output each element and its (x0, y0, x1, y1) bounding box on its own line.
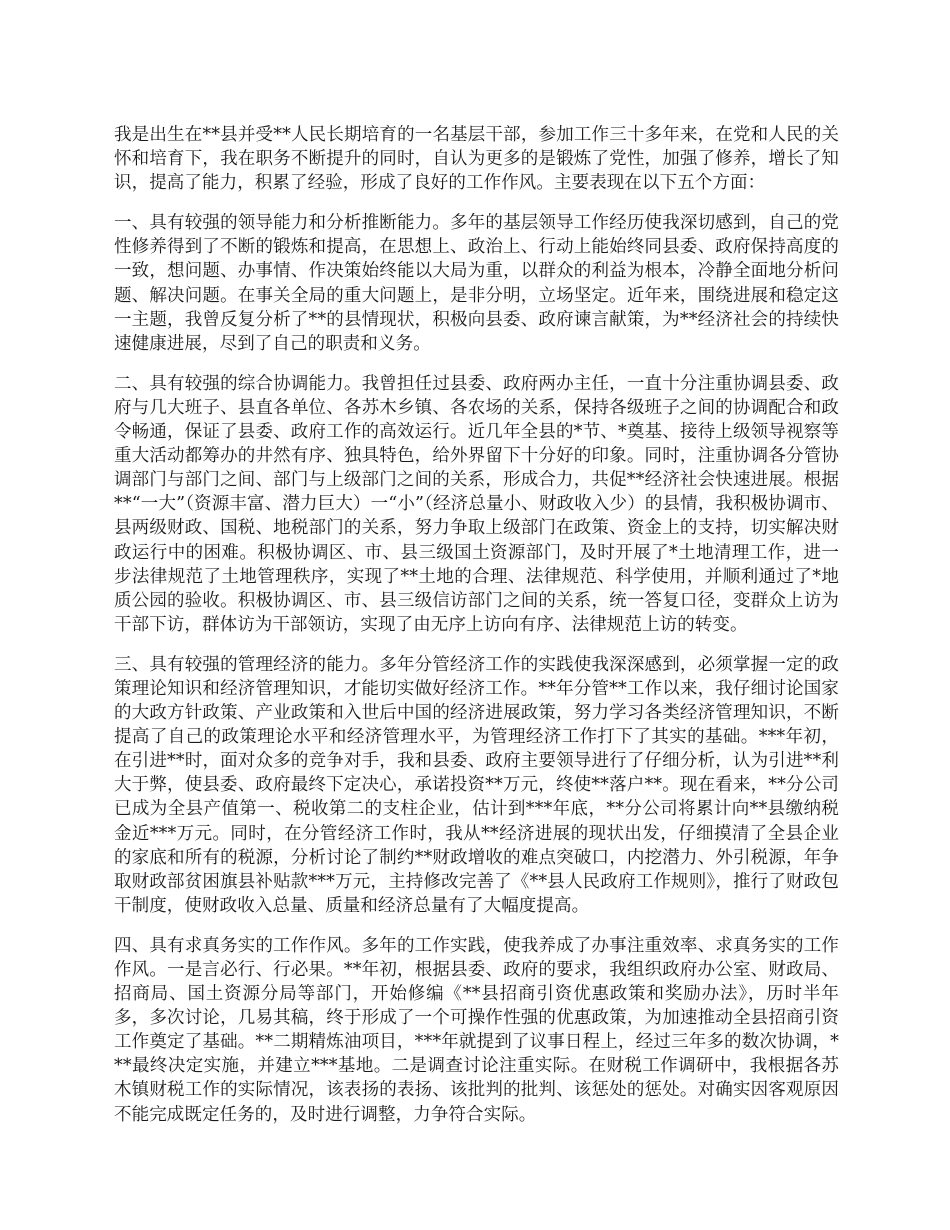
section-four-paragraph: 四、具有求真务实的工作作风。多年的工作实践，使我养成了办事注重效率、求真务实的工作作风。一是言必行、行必果。**年初，根据县委、政府的要求，我组织政府办公室、财政局、招商局、国土资源分局等部门，开始修编《**县招商引资优惠政策和奖励办法》，历时半年多，多次讨论，几易其稿，终于形成了一个可操作性强的优惠政策，为加速推动全县招商引资工作奠定了基础。**二期精炼油项目，***年就提到了议事日程上，经过三年多的数次协调，***最终决定实施，并建立***基地。二是调查讨论注重实际。在财税工作调研中，我根据各苏木镇财税工作的实际情况，该表扬的表扬、该批判的批判、该惩处的惩处。对确实因客观原因不能完成既定任务的，及时进行调整，力争符合实际。 (114, 935, 839, 1125)
document-body (114, 123, 839, 1143)
section-one-paragraph: 一、具有较强的领导能力和分析推断能力。多年的基层领导工作经历使我深切感到，自己的党性修养得到了不断的锻炼和提高，在思想上、政治上、行动上能始终同县委、政府保持高度的一致，想问题、办事情、作决策始终能以大局为重，以群众的利益为根本，冷静全面地分析问题、解决问题。在事关全局的重大问题上，是非分明，立场坚定。近年来，围绕进展和稳定这一主题，我曾反复分析了**的县情现状，积极向县委、政府谏言献策，为**经济社会的持续快速健康进展，尽到了自己的职责和义务。 (114, 213, 839, 354)
intro-paragraph: 我是出生在**县并受**人民长期培育的一名基层干部，参加工作三十多年来，在党和人民的关怀和培育下，我在职务不断提升的同时，自认为更多的是锻炼了党性，加强了修养，增长了知识，提高了能力，积累了经验，形成了良好的工作作风。主要表现在以下五个方面： (114, 125, 839, 194)
section-three-paragraph: 三、具有较强的管理经济的能力。多年分管经济工作的实践使我深深感到，必须掌握一定的政策理论知识和经济管理知识，才能切实做好经济工作。**年分管**工作以来，我仔细讨论国家的大政方针政策、产业政策和入世后中国的经济进展政策，努力学习各类经济管理知识，不断提高了自己的政策理论水平和经济管理水平，为管理经济工作打下了其实的基础。***年初，在引进**时，面对众多的竞争对手，我和县委、政府主要领导进行了仔细分析，认为引进**利大于弊，使县委、政府最终下定决心，承诺投资**万元，终使**落户**。现在看来，**分公司已成为全县产值第一、税收第二的支柱企业，估计到***年底，**分公司将累计向**县缴纳税金近***万元。同时，在分管经济工作时，我从**经济进展的现状出发，仔细摸清了全县企业的家底和所有的税源，分析讨论了制约**财政增收的难点突破口，内挖潜力、外引税源，年争取财政部贫困旗县补贴款***万元，主持修改完善了《**县人民政府工作规则》，推行了财政包干制度，使财政收入总量、质量和经济总量有了大幅度提高。 (114, 654, 839, 916)
section-two-paragraph: 二、具有较强的综合协调能力。我曾担任过县委、政府两办主任，一直十分注重协调县委、政府与几大班子、县直各单位、各苏木乡镇、各农场的关系，保持各级班子之间的协调配合和政令畅通，保证了县委、政府工作的高效运行。近几年全县的*节、*奠基、接待上级领导视察等重大活动都筹办的井然有序、独具特色，给外界留下十分好的印象。同时，注重协调各分管协调部门与部门之间、部门与上级部门之间的关系，形成合力，共促**经济社会快速进展。根据**“一大”（资源丰富、潜力巨大）一“小”（经济总量小、财政收入少）的县情，我积极协调市、县两级财政、国税、地税部门的关系，努力争取上级部门在政策、资金上的支持，切实解决财政运行中的困难。积极协调区、市、县三级国土资源部门，及时开展了*土地清理工作，进一步法律规范了土地管理秩序，实现了**土地的合理、法律规范、科学使用，并顺利通过了*地质公园的验收。积极协调区、市、县三级信访部门之间的关系，统一答复口径，变群众上访为干部下访，群体访为干部领访，实现了由无序上访向有序、法律规范上访的转变。 (114, 373, 839, 635)
